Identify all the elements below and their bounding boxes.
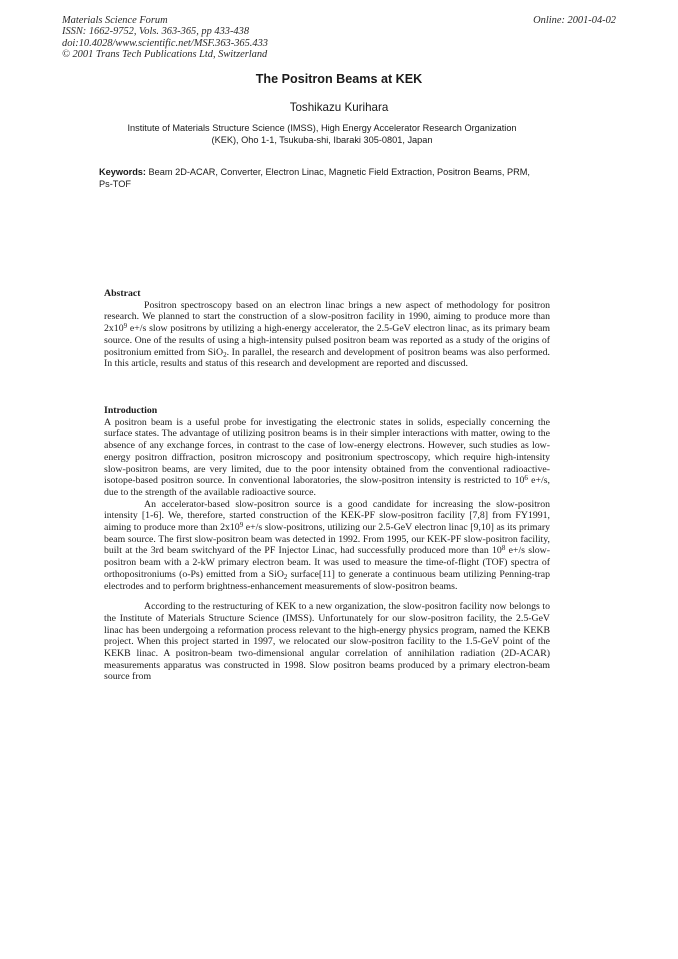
abstract-section xyxy=(104,288,550,370)
abstract-heading: Abstract xyxy=(104,288,141,299)
copyright-line: © 2001 Trans Tech Publications Ltd, Switzerland xyxy=(62,48,268,60)
publication-info xyxy=(62,15,268,60)
affiliation-line-2: (KEK), Oho 1-1, Tsukuba-shi, Ibaraki 305-0801, Japan xyxy=(211,135,433,146)
author-name: Toshikazu Kurihara xyxy=(289,101,389,114)
intro-paragraph-2: An accelerator-based slow-positron source is a good candidate for increasing the slow-positron intensity [1-6]. We, therefore, started construction of the KEK-PF slow-positron facility [7,8] from FY1991, aiming to produce more than $2x10^9$ e+/s slow-positrons, utilizing our 2.5-GeV electron linac [9,10] as its primary beam source. The first slow-positron beam was detected in 1992. From 1995, our KEK-PF slow-positron facility, built at the 3rd beam switchyard of the PF Injector Linac, had successfully produced more than $10^8$ e+/s slow-positron beam with a 2-kW primary electron beam. It was used to measure the time-of-flight (TOF) spectra of orthopositroniums (o-Ps) emitted from a SiO$_2$ surface[11] to generate a continuous beam utilizing Penning-trap electrodes and to perform brightness-enhancement measurements of slow-positron beams. xyxy=(104,498,550,592)
paper-title: The Positron Beams at KEK xyxy=(255,72,423,86)
keywords-text: Beam 2D-ACAR, Converter, Electron Linac, Magnetic Field Extraction, Positron Beams, PRM, Ps-TOF xyxy=(99,167,530,190)
introduction-section xyxy=(104,405,550,683)
intro-paragraph-3: According to the restructuring of KEK to a new organization, the slow-positron facility now belongs to the Institute of Materials Structure Science (IMSS). Unfortunately for our slow-positron facility, the 2.5-GeV linac has been undergoing a reformation process relevant to the high-energy physics program, named the KEKB project. When this project started in 1997, we relocated our slow-positron facility to the 1.5-GeV point of the KEKB linac. A positron-beam two-dimensional angular correlation of annihilation radiation (2D-ACAR) measurements apparatus was constructed in 1998. Slow positron beams produced by a primary electron-beam source from xyxy=(104,601,550,683)
keywords-label: Keywords: xyxy=(99,167,146,177)
introduction-heading: Introduction xyxy=(104,405,158,416)
doi-line: doi:10.4028/www.scientific.net/MSF.363-365.433 xyxy=(62,37,268,49)
online-date: Online: 2001-04-02 xyxy=(533,15,616,26)
affiliation-line-1: Institute of Materials Structure Science (IMSS), High Energy Accelerator Research Organization xyxy=(127,123,517,133)
abstract-text: Positron spectroscopy based on an electron linac brings a new aspect of methodology for positron research. We planned to start the construction of a slow-positron facility in 1990, aiming to produce more than $2x10^9$ e+/s slow positrons by utilizing a high-energy accelerator, the 2.5-GeV electron linac, as its primary beam source. One of the results of using a high-intensity pulsed positron beam was reported as a study of the origins of positronium emitted from SiO$_2$. In parallel, the research and development of positron beams was also performed. In this article, results and status of this research and development are reported and discussed. xyxy=(104,299,551,370)
issn-line: ISSN: 1662-9752, Vols. 363-365, pp 433-438 xyxy=(62,26,250,38)
journal-name: Materials Science Forum xyxy=(62,15,168,26)
intro-paragraph-1: A positron beam is a useful probe for investigating the electronic states in solids, especially concerning the surface states. The advantage of utilizing positron beams is in their simpler interactions with matter, owing to the absence of any exchange forces, in contrast to the case of low-energy electrons. However, such studies as low-energy positron diffraction, positron microscopy and positronium spectroscopy, which require high-intensity slow-positron beams, are very limited, due to the poor intensity obtained from the conventional radioactive-isotope-based positron source. In conventional laboratories, the slow-positron intensity is restricted to $10^6$ e+/s, due to the strength of the available radioactive source. xyxy=(104,416,550,498)
affiliation xyxy=(96,122,548,147)
keywords xyxy=(99,166,539,191)
